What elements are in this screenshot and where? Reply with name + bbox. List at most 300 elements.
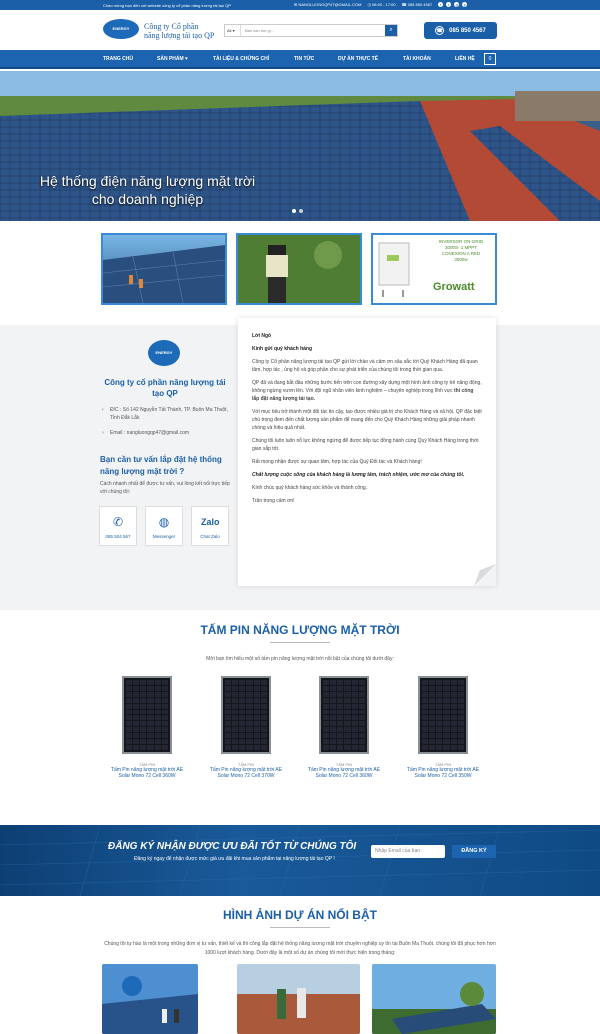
panel-cell	[337, 715, 343, 720]
panel-cell	[352, 704, 358, 709]
panel-cell	[147, 710, 153, 715]
panel-cell	[155, 721, 161, 726]
panel-cell	[330, 692, 336, 697]
panel-cell	[147, 745, 153, 750]
panel-cell	[436, 745, 442, 750]
slider-dots[interactable]	[292, 209, 303, 213]
panel-cell	[330, 745, 336, 750]
panel-cell	[323, 710, 329, 715]
product-card[interactable]	[402, 676, 484, 786]
panel-cell	[239, 727, 245, 732]
panel-cell	[246, 710, 252, 715]
letter-paragraph: Công ty Cổ phần năng lượng tái tạo QP gửi lời chào và cảm ơn sâu sắc tới Quý Khách Hàng đã quan tâm, hợp tác , ủng hộ và góp phần cho sự phát triển của chúng tôi trong thời gian qua.	[252, 359, 478, 373]
panel-cell	[225, 692, 231, 697]
projects-title: HÌNH ẢNH DỰ ÁN NỔI BẬT	[223, 908, 377, 922]
subscribe-title: ĐĂNG KÝ NHẬN ĐƯỢC ƯU ĐÃI TỐT TỪ CHÚNG TÔI	[108, 841, 357, 852]
panel-cell	[429, 727, 435, 732]
projects-desc: Chúng tôi tự hào là một trong những đơn vị tư vấn, thiết kế và thi công lắp đặt hệ thống năng lượng mặt trời chuyên nghiệp uy tín tại Buôn Ma Thuột, chúng tôi đã phục hơn hơn 1000 lượt khách hàng. Dưới đây là một số dự án chúng tôi mới thực hiện trong tháng:	[104, 941, 496, 956]
panel-cell	[323, 733, 329, 738]
panel-cell	[225, 721, 231, 726]
panel-cell	[126, 745, 132, 750]
zalo-button[interactable]: Zalo Chat Zalo	[191, 506, 229, 546]
panel-cell	[155, 739, 161, 744]
panel-cell	[323, 721, 329, 726]
panel-cell	[337, 704, 343, 709]
panel-cell	[162, 710, 168, 715]
project-image[interactable]	[237, 964, 360, 1034]
panel-cell	[246, 715, 252, 720]
nav-projects[interactable]: DỰ ÁN THỰC TẾ	[338, 56, 378, 62]
panel-cell	[254, 733, 260, 738]
panel-cell	[261, 704, 267, 709]
panel-cell	[359, 715, 365, 720]
hero-title: Hệ thống điện năng lượng mặt trời cho doanh nghiệp	[39, 173, 256, 207]
panel-cell	[323, 704, 329, 709]
site-logo[interactable]: ENERGY	[103, 19, 139, 39]
panel-cell	[225, 727, 231, 732]
page-curl-decoration	[474, 564, 496, 586]
panel-cell	[254, 739, 260, 744]
nav-documents[interactable]: TÀI LIỆU & CHỨNG CHỈ	[213, 56, 270, 62]
panel-cell	[147, 721, 153, 726]
panel-cell	[337, 733, 343, 738]
letter-slogan: Chất lượng cuộc sống của khách hàng là lương tâm, trách nhiệm, ước mơ của chúng tôi.	[252, 472, 465, 478]
panel-cell	[458, 686, 464, 691]
panel-cell	[225, 710, 231, 715]
panel-cell	[436, 721, 442, 726]
title-divider	[270, 927, 330, 928]
slider-dot[interactable]	[292, 209, 296, 213]
panel-cell	[147, 686, 153, 691]
panel-cell	[225, 698, 231, 703]
panel-cell	[330, 727, 336, 732]
panel-cell	[147, 698, 153, 703]
panel-cell	[239, 715, 245, 720]
panel-cell	[133, 698, 139, 703]
panel-cell	[232, 721, 238, 726]
solar-panel-image	[418, 676, 468, 754]
panel-cell	[133, 739, 139, 744]
panel-cell	[162, 733, 168, 738]
panel-cell	[147, 739, 153, 744]
panel-cell	[232, 745, 238, 750]
panel-cell	[429, 733, 435, 738]
panel-cell	[261, 721, 267, 726]
panel-cell	[323, 698, 329, 703]
panel-cell	[443, 745, 449, 750]
panel-cell	[246, 680, 252, 685]
panel-cell	[239, 745, 245, 750]
panel-cell	[458, 727, 464, 732]
solar-panel-image	[319, 676, 369, 754]
products-subtitle: Mời bạn tìm hiểu một số tấm pin năng lượng mặt trời nổi bật của chúng tôi dưới đây:	[206, 656, 394, 662]
panel-cell	[147, 680, 153, 685]
panel-cell	[225, 704, 231, 709]
panel-cell	[140, 680, 146, 685]
panel-cell	[133, 680, 139, 685]
panel-cell	[254, 692, 260, 697]
panel-cell	[261, 733, 267, 738]
phone-icon: ✆	[112, 515, 124, 529]
panel-cell	[162, 727, 168, 732]
panel-cell	[126, 733, 132, 738]
phone-icon: ☎	[436, 28, 443, 34]
garden-light-image	[238, 235, 360, 303]
consult-desc: Cách nhanh nhất để được tư vấn, vui lòng kết nối trực tiếp với chúng tôi:	[100, 481, 230, 495]
panel-cell	[422, 704, 428, 709]
nav-home[interactable]: TRANG CHỦ	[103, 56, 133, 62]
product-name[interactable]: Tấm Pin năng lượng mặt trời AE Solar Mono 72 Cell 360W	[110, 767, 184, 779]
panel-cell	[443, 727, 449, 732]
letter-paragraph: Rất mong nhận được sự quan tâm, hợp tác của Quý Đối tác và Khách hàng!	[252, 459, 422, 465]
search-icon: ⌕	[389, 27, 393, 33]
panel-cell	[254, 704, 260, 709]
panel-cell	[254, 727, 260, 732]
panel-cell	[352, 733, 358, 738]
products-title: TẤM PIN NĂNG LƯỢNG MẶT TRỜI	[200, 623, 400, 637]
panel-cell	[443, 721, 449, 726]
panel-cell	[429, 721, 435, 726]
panel-cell	[429, 686, 435, 691]
panel-cell	[261, 692, 267, 697]
panel-cell	[359, 710, 365, 715]
panel-cell	[344, 733, 350, 738]
letter-signoff: Trân trọng cảm ơn!	[252, 498, 295, 504]
panel-cell	[429, 715, 435, 720]
panel-cell	[246, 739, 252, 744]
panel-cell	[330, 686, 336, 691]
social-links	[438, 2, 467, 7]
panel-cell	[422, 710, 428, 715]
panel-cell	[429, 704, 435, 709]
panel-cell	[147, 715, 153, 720]
panel-cell	[436, 727, 442, 732]
panel-cell	[458, 692, 464, 697]
panel-cell	[422, 721, 428, 726]
panel-cell	[232, 739, 238, 744]
panel-cell	[140, 727, 146, 732]
panel-cell	[140, 745, 146, 750]
panel-cell	[232, 715, 238, 720]
product-card[interactable]	[303, 676, 385, 786]
panel-cell	[232, 698, 238, 703]
product-name[interactable]: Tấm Pin năng lượng mặt trời AE Solar Mono 72 Cell 360W	[307, 767, 381, 779]
panel-cell	[323, 686, 329, 691]
panel-cell	[232, 686, 238, 691]
search-category-select[interactable]: All ▾	[225, 25, 241, 36]
panel-cell	[155, 692, 161, 697]
panel-cell	[436, 686, 442, 691]
panel-cell	[323, 715, 329, 720]
panel-cell	[352, 698, 358, 703]
panel-cell	[344, 692, 350, 697]
subscribe-desc: Đăng ký ngay để nhận được mức giá ưu đãi khi mua sản phẩm tại năng lượng tái tạo QP !	[134, 856, 335, 862]
panel-cell	[155, 715, 161, 720]
panel-cell	[140, 721, 146, 726]
panel-cell	[239, 710, 245, 715]
slider-dot[interactable]	[299, 209, 303, 213]
panel-cell	[254, 745, 260, 750]
panel-cell	[337, 710, 343, 715]
panel-cell	[232, 733, 238, 738]
google-icon[interactable]: g	[455, 2, 458, 7]
panel-cell	[140, 733, 146, 738]
map-pin-icon: ›	[102, 407, 104, 413]
panel-cell	[140, 686, 146, 691]
panel-cell	[422, 692, 428, 697]
panel-cell	[239, 733, 245, 738]
panel-cell	[232, 710, 238, 715]
hotline-button[interactable]: ☎ 085 850 4567	[424, 22, 497, 39]
messenger-icon: ◍	[158, 515, 170, 529]
panel-cell	[232, 704, 238, 709]
panel-cell	[261, 739, 267, 744]
panel-cell	[239, 704, 245, 709]
panel-cell	[323, 680, 329, 685]
panel-cell	[254, 686, 260, 691]
zalo-icon: Zalo	[201, 517, 220, 527]
panel-cell	[239, 686, 245, 691]
panel-cell	[344, 710, 350, 715]
panel-cell	[359, 692, 365, 697]
panel-cell	[451, 698, 457, 703]
panel-cell	[162, 704, 168, 709]
panel-cell	[330, 710, 336, 715]
panel-cell	[254, 715, 260, 720]
panel-cell	[323, 739, 329, 744]
panel-cell	[133, 745, 139, 750]
panel-cell	[261, 680, 267, 685]
subscribe-button[interactable]: ĐĂNG KÝ	[452, 845, 496, 858]
panel-cell	[352, 710, 358, 715]
about-logo: ENERGY	[148, 340, 180, 366]
panel-cell	[337, 680, 343, 685]
product-name[interactable]: Tấm Pin năng lượng mặt trời AE Solar Mono 72 Cell 370W	[209, 767, 283, 779]
panel-cell	[422, 715, 428, 720]
youtube-icon[interactable]: y	[463, 2, 466, 7]
panel-cell	[337, 727, 343, 732]
panel-cell	[429, 739, 435, 744]
panel-cell	[429, 745, 435, 750]
panel-cell	[458, 704, 464, 709]
panel-cell	[451, 680, 457, 685]
about-email: › Email : nangluongqp47@gmail.com	[102, 430, 190, 436]
panel-cell	[451, 721, 457, 726]
panel-cell	[436, 733, 442, 738]
company-name[interactable]: Công ty Cổ phần năng lượng tái tạo QP	[144, 22, 215, 40]
panel-cell	[458, 745, 464, 750]
panel-cell	[337, 698, 343, 703]
product-card[interactable]	[205, 676, 287, 786]
product-card[interactable]	[106, 676, 188, 786]
welcome-text: Chào mừng bạn đến với website công ty cổ phần năng lượng tái tạo QP	[103, 3, 232, 8]
panel-cell	[458, 739, 464, 744]
panel-cell	[126, 698, 132, 703]
product-category: TẤM PIN	[434, 762, 452, 767]
panel-cell	[246, 698, 252, 703]
panel-cell	[126, 686, 132, 691]
panel-cell	[155, 733, 161, 738]
panel-cell	[155, 745, 161, 750]
search-input[interactable]: Bạn cần tìm gì...	[245, 28, 275, 33]
panel-cell	[344, 745, 350, 750]
topbar-phone-link[interactable]: ☎ 085 850 4567	[401, 2, 433, 7]
letter-paragraph: Kính chúc quý khách hàng sức khỏe và thành công.	[252, 485, 368, 491]
messenger-button[interactable]: ◍ Messenger	[145, 506, 183, 546]
panel-cell	[126, 704, 132, 709]
growatt-logo: Growatt	[433, 281, 475, 293]
panel-cell	[422, 680, 428, 685]
panel-cell	[239, 692, 245, 697]
panel-cell	[359, 704, 365, 709]
panel-cell	[126, 715, 132, 720]
panel-cell	[246, 733, 252, 738]
panel-cell	[140, 710, 146, 715]
panel-cell	[133, 715, 139, 720]
nav-products[interactable]: SẢN PHẨM ▾	[157, 56, 188, 62]
panel-cell	[239, 739, 245, 744]
search-button[interactable]	[385, 25, 397, 36]
panel-cell	[155, 680, 161, 685]
panel-cell	[352, 745, 358, 750]
panel-cell	[254, 721, 260, 726]
letter-card	[238, 318, 496, 586]
panel-cell	[133, 692, 139, 697]
project-image[interactable]	[102, 964, 198, 1034]
panel-cell	[443, 692, 449, 697]
panel-cell	[133, 710, 139, 715]
panel-cell	[451, 692, 457, 697]
panel-cell	[239, 680, 245, 685]
nav-news[interactable]: TIN TỨC	[294, 56, 315, 62]
panel-cell	[458, 715, 464, 720]
nav-account[interactable]: TÀI KHOẢN	[403, 56, 431, 62]
nav-contact[interactable]: LIÊN HỆ	[455, 56, 475, 62]
panel-cell	[344, 686, 350, 691]
panel-cell	[352, 715, 358, 720]
panel-cell	[246, 727, 252, 732]
panel-cell	[133, 727, 139, 732]
panel-cell	[458, 733, 464, 738]
panel-cell	[254, 698, 260, 703]
letter-heading: Lời Ngỏ	[252, 333, 272, 339]
chevron-down-icon: ▾	[185, 56, 188, 62]
panel-cell	[443, 710, 449, 715]
panel-cell	[246, 692, 252, 697]
panel-cell	[458, 680, 464, 685]
panel-cell	[344, 739, 350, 744]
panel-cell	[359, 680, 365, 685]
solar-install-image	[103, 235, 225, 303]
product-category: TẤM PIN	[237, 762, 255, 767]
project-photo	[102, 964, 198, 1034]
panel-cell	[162, 692, 168, 697]
panel-cell	[140, 704, 146, 709]
panel-cell	[352, 686, 358, 691]
panel-cell	[451, 715, 457, 720]
panel-cell	[422, 733, 428, 738]
panel-cell	[162, 686, 168, 691]
project-photo	[372, 964, 496, 1034]
panel-cell	[359, 686, 365, 691]
project-photo	[237, 964, 360, 1034]
title-divider	[270, 642, 330, 643]
panel-cell	[162, 721, 168, 726]
panel-cell	[155, 686, 161, 691]
panel-cell	[359, 698, 365, 703]
panel-cell	[344, 715, 350, 720]
panel-cell	[261, 745, 267, 750]
product-name[interactable]: Tấm Pin năng lượng mặt trời AE Solar Mono 72 Cell 350W	[406, 767, 480, 779]
panel-cell	[352, 692, 358, 697]
panel-cell	[330, 715, 336, 720]
panel-cell	[147, 733, 153, 738]
panel-cell	[239, 721, 245, 726]
panel-cell	[443, 704, 449, 709]
letter-paragraph: QP đã và đang bắt đầu những bước tiến trên con đường xây dựng một hình ảnh công ty trẻ năng động, không ngừng vươn lên. Với đội ngũ nhân viên kinh nghiệm – chuyên nghiệp trong lĩnh vực thi công lắp đặt năng lượng tái tạo.	[252, 380, 482, 402]
panel-cell	[162, 680, 168, 685]
panel-cell	[323, 692, 329, 697]
panel-cell	[147, 727, 153, 732]
panel-cell	[254, 680, 260, 685]
panel-cell	[436, 715, 442, 720]
panel-cell	[436, 710, 442, 715]
panel-cell	[422, 727, 428, 732]
panel-cell	[162, 739, 168, 744]
panel-cell	[429, 698, 435, 703]
consult-title: Bạn cần tư vấn lắp đặt hệ thống năng lượng mặt trời ?	[100, 455, 222, 476]
twitter-icon[interactable]: t	[448, 2, 450, 7]
panel-cell	[436, 704, 442, 709]
panel-cell	[323, 727, 329, 732]
panel-cell	[359, 733, 365, 738]
panel-cell	[429, 710, 435, 715]
panel-cell	[162, 698, 168, 703]
panel-cell	[344, 680, 350, 685]
email-input[interactable]: Nhập Email của bạn	[371, 845, 445, 858]
panel-cell	[451, 710, 457, 715]
solar-panel-image	[221, 676, 271, 754]
panel-cell	[443, 733, 449, 738]
cart-button[interactable]: 0	[484, 53, 496, 65]
project-image[interactable]	[372, 964, 496, 1034]
panel-cell	[337, 745, 343, 750]
call-button[interactable]: ✆ 085 504 567	[99, 506, 137, 546]
panel-cell	[133, 721, 139, 726]
panel-cell	[451, 745, 457, 750]
panel-cell	[344, 721, 350, 726]
banner-solar-install[interactable]	[101, 233, 227, 305]
panel-cell	[429, 680, 435, 685]
email-link[interactable]: ✉ NANGLUONGQP47@GMAIL.COM	[294, 2, 362, 7]
banner-inverter[interactable]	[371, 233, 497, 305]
panel-cell	[261, 715, 267, 720]
letter-paragraph: Chúng tôi luôn luôn nỗ lực không ngừng để được tiếp tục đồng hành cùng Quý Khách Hàng trong thời gian sắp tới.	[252, 438, 479, 452]
panel-cell	[330, 721, 336, 726]
panel-cell	[436, 739, 442, 744]
facebook-icon[interactable]: f	[440, 2, 442, 7]
product-category: TẤM PIN	[335, 762, 353, 767]
panel-cell	[451, 739, 457, 744]
banner-garden-light[interactable]	[236, 233, 362, 305]
panel-cell	[162, 715, 168, 720]
panel-cell	[443, 715, 449, 720]
panel-cell	[337, 686, 343, 691]
panel-cell	[436, 680, 442, 685]
hours-text: ◷ 08:00 - 17:00	[367, 2, 396, 7]
panel-cell	[225, 745, 231, 750]
search-bar	[224, 24, 398, 37]
